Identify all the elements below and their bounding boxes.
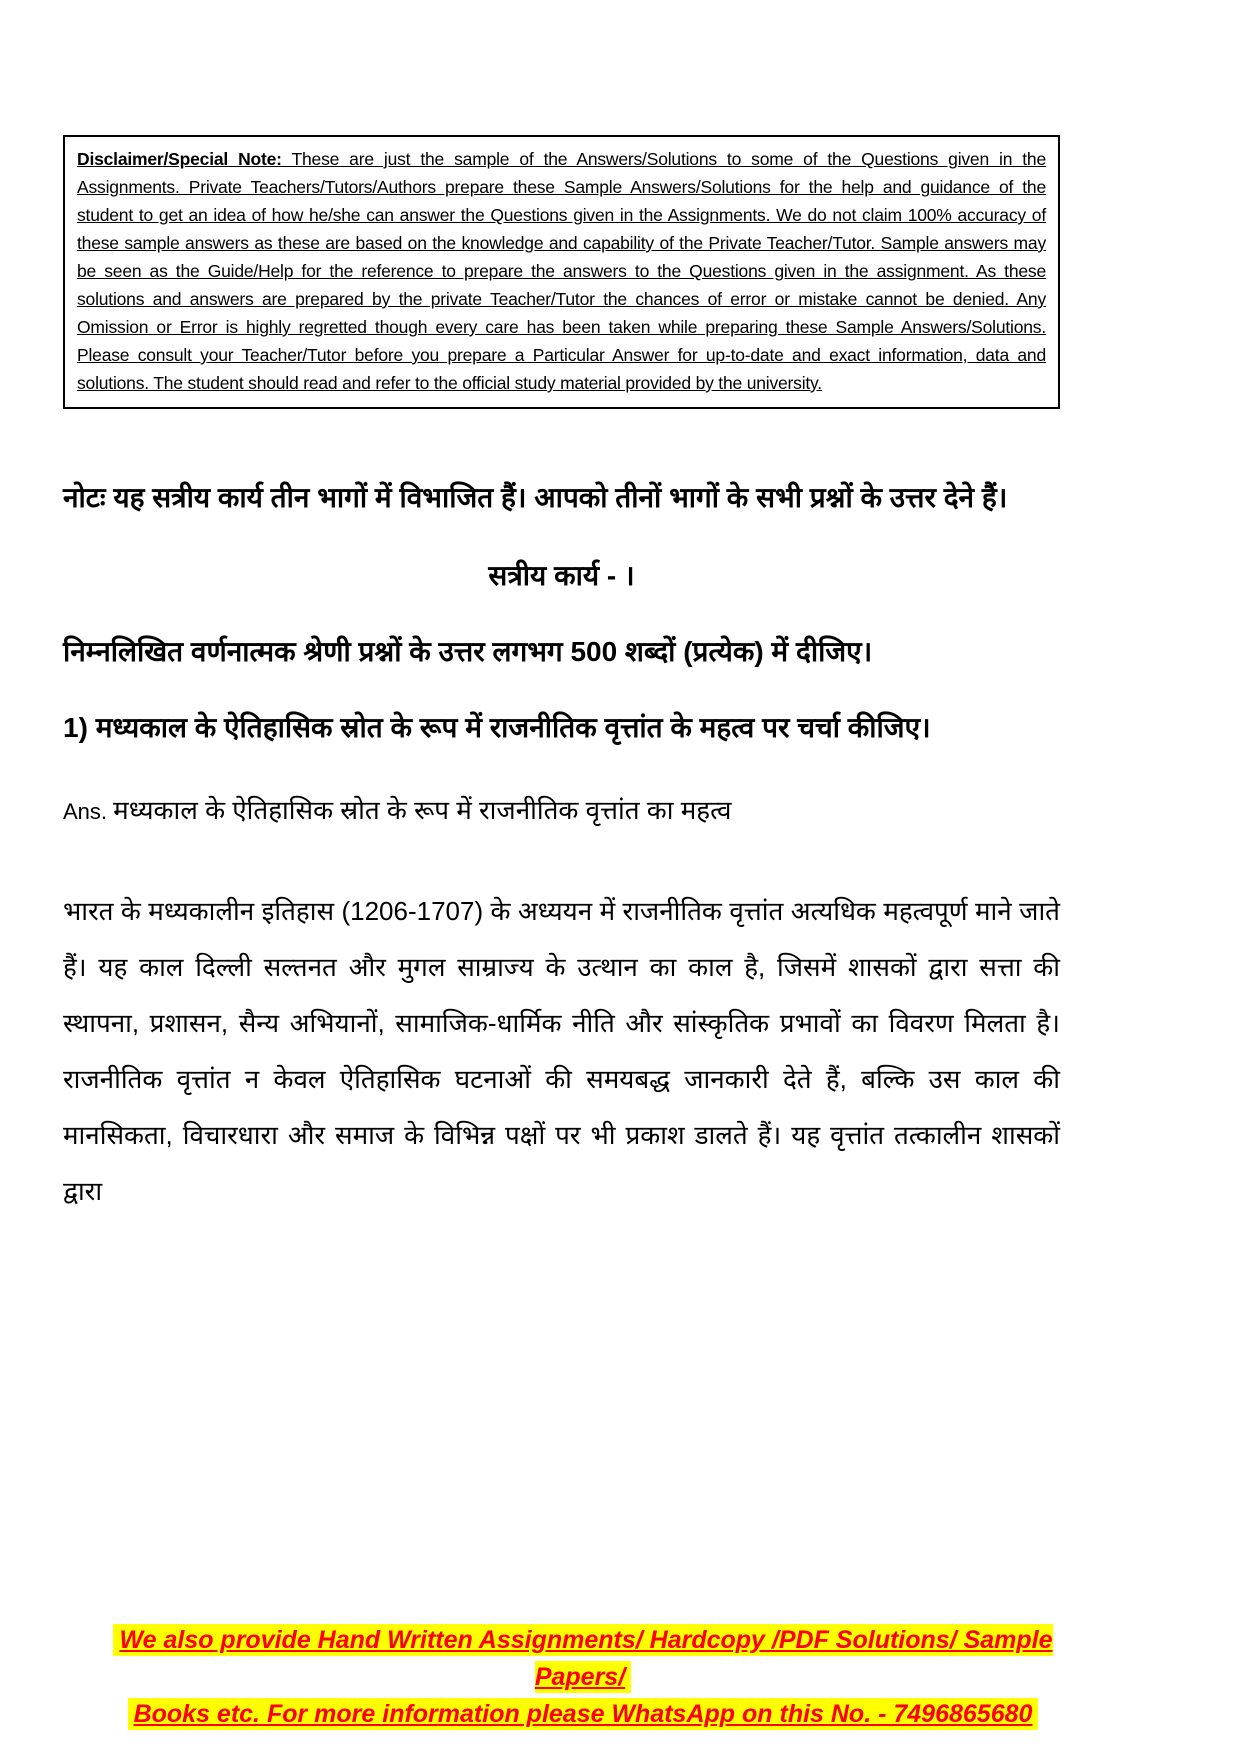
promo-footer-line2-wrap <box>63 1696 1103 1733</box>
disclaimer-paragraph <box>77 145 1046 397</box>
note-paragraph: नोटः यह सत्रीय कार्य तीन भागों में विभाजित हैं। आपको तीनों भागों के सभी प्रश्नों के उत्तर देने हैं। <box>63 482 1008 513</box>
answer-body-paragraph: भारत के मध्यकालीन इतिहास (1206-1707) के अध्ययन में राजनीतिक वृत्तांत अत्यधिक महत्वपूर्ण माने जाते हैं। यह काल दिल्ली सल्तनत और मुगल साम्राज्य के उत्थान का काल है, जिसमें शासकों द्वारा सत्ता की स्थापना, प्रशासन, सैन्य अभियानों, सामाजिक-धार्मिक नीति और सांस्कृतिक प्रभावों का विवरण मिलता है। राजनीतिक वृत्तांत न केवल ऐतिहासिक घटनाओं की समयबद्ध जानकारी देते हैं, बल्कि उस काल की मानसिकता, विचारधारा और समाज के विभिन्न पक्षों पर भी प्रकाश डालते हैं। यह वृत्तांत तत्कालीन शासकों द्वारा <box>63 896 1060 1206</box>
promo-footer-line1: We also provide Hand Written Assignments/ Hardcopy /PDF Solutions/ Sample Papers/ <box>113 1624 1052 1693</box>
question-1 <box>63 697 1060 759</box>
question-1-text: मध्यकाल के ऐतिहासिक स्रोत के रूप में राजनीतिक वृत्तांत के महत्व पर चर्चा कीजिए। <box>95 712 931 743</box>
document-content <box>63 0 1060 1219</box>
disclaimer-body-text: These are just the sample of the Answers/Solutions to some of the Questions given in the Assignments. Private Teachers/Tutors/Authors prepare these Sample Answers/Solutions for the help and guidance of the student to get an idea of how he/she can answer the Questions given in the Assignments. We do not claim 100% accuracy of these sample answers as these are based on the knowledge and capability of the Private Teacher/Tutor. Sample answers may be seen as the Guide/Help for the reference to prepare the answers to the Questions given in the assignment. As these solutions and answers are prepared by the private Teacher/Tutor the chances of error or mistake cannot be denied. Any Omission or Error is highly regretted though every care has been taken while preparing these Sample Answers/Solutions. Please consult your Teacher/Tutor before you prepare a Particular Answer for up-to-date and exact information, data and solutions. The student should read and refer to the official study material provided by the university. <box>77 149 1046 393</box>
question-1-number: 1) <box>63 712 96 743</box>
section-heading: सत्रीय कार्य - । <box>488 560 635 591</box>
promo-footer <box>63 1622 1103 1733</box>
answer-heading-line <box>63 787 1060 835</box>
answer-label: Ans. <box>63 799 114 824</box>
promo-footer-line2: Books etc. For more information please WhatsApp on this No. - 7496865680 <box>128 1698 1039 1730</box>
promo-footer-line1-wrap <box>63 1622 1103 1696</box>
answer-heading: मध्यकाल के ऐतिहासिक स्रोत के रूप में राजनीतिक वृत्तांत का महत्व <box>113 795 732 825</box>
disclaimer-box <box>63 135 1060 409</box>
disclaimer-label: Disclaimer/Special Note: <box>77 149 282 169</box>
instruction-paragraph: निम्नलिखित वर्णनात्मक श्रेणी प्रश्नों के उत्तर लगभग 500 शब्दों (प्रत्येक) में दीजिए। <box>63 636 873 667</box>
